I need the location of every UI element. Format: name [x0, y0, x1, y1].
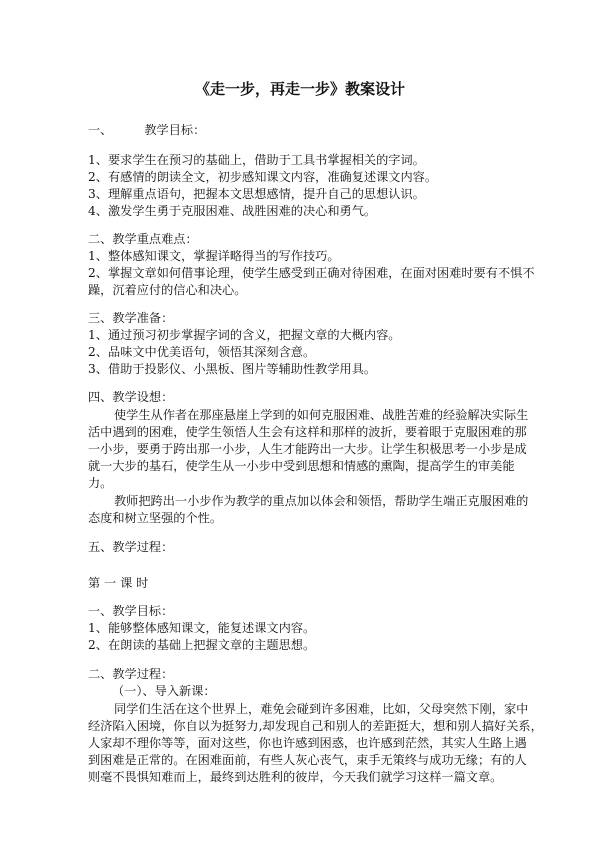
section-5-heading: 五、教学过程： — [88, 540, 174, 554]
lesson-label: 第 一 课 时 — [88, 576, 149, 590]
section-1-item: 2、有感情的朗读全文，初步感知课文内容，准确复述课文内容。 — [88, 170, 438, 184]
section-1-item: 1、要求学生在预习的基础上，借助于工具书掌握相关的字词。 — [88, 153, 425, 167]
document-title: 《走一步，再走一步》教案设计 — [194, 80, 405, 98]
section-4-paragraph-line: 一小步，要勇于跨出那一小步，人生才能跨出一大步。让学生积极思考一小步是成 — [88, 442, 527, 456]
lesson-step-heading: （一）、导入新课： — [112, 684, 216, 698]
lesson-intro-line: 同学们生活在这个世界上，难免会碰到许多困难，比如，父母突然下刚，家中 — [114, 702, 529, 716]
lesson-intro-line: 人家却不理你等等，面对这些，你也许感到困惑，也许感到茫然，其实人生路上遇 — [88, 736, 527, 750]
lesson-intro-line: 经济陷入困境，你自以为挺努力,却发现自己和别人的差距挺大，想和别人搞好关系， — [88, 719, 543, 733]
section-4-paragraph-line: 态度和树立坚强的个性。 — [88, 511, 223, 525]
lesson-intro-line: 到困难是正常的。在困难面前，有些人灰心丧气，束手无策终与成功无缘；有的人 — [88, 753, 527, 767]
section-4-heading: 四、教学设想： — [88, 390, 174, 404]
section-1-heading — [88, 123, 528, 138]
section-4-paragraph-line: 活中遇到的困难，使学生领悟人生会有这样和那样的波折，要着眼于克服困难的那 — [88, 425, 527, 439]
section-4-paragraph-line: 就一大步的基石，使学生从一小步中受到思想和情感的熏陶，提高学生的审美能 — [88, 459, 515, 473]
section-2-item: 躁，沉着应付的信心和决心。 — [88, 283, 247, 297]
lesson-goals-heading: 一、教学目标： — [88, 604, 174, 618]
section-1-item: 3、理解重点语句，把握本文思想感情，提升自己的思想认识。 — [88, 187, 425, 201]
lesson-goal-item: 1、能够整体感知课文，能复述课文内容。 — [88, 621, 316, 635]
section-2-item: 2、掌握文章如何借事论理，使学生感受到正确对待困难，在面对困难时要有不惧不 — [88, 266, 535, 280]
section-4-paragraph-line: 力。 — [88, 476, 113, 490]
section-3-item: 3、借助于投影仪、小黑板、图片等辅助性教学用具。 — [88, 362, 377, 376]
section-4-paragraph-line: 使学生从作者在那座悬崖上学到的如何克服困难、战胜苦难的经验解决实际生 — [114, 408, 529, 422]
section-2-item: 1、整体感知课文，掌握详略得当的写作技巧。 — [88, 249, 340, 263]
section-3-item: 2、品味文中优美语句，领悟其深刻含意。 — [88, 345, 316, 359]
section-1-number: 一、 — [88, 123, 113, 137]
section-3-item: 1、通过预习初步掌握字词的含义，把握文章的大概内容。 — [88, 328, 401, 342]
lesson-process-heading: 二、教学过程： — [88, 667, 174, 681]
lesson-goal-item: 2、在朗读的基础上把握文章的主题思想。 — [88, 638, 316, 652]
lesson-intro-line: 则毫不畏惧知难而上，最终到达胜利的彼岸，今天我们就学习这样一篇文章。 — [88, 770, 503, 784]
section-4-paragraph-line: 教师把跨出一小步作为教学的重点加以体会和领悟，帮助学生端正克服困难的 — [114, 494, 529, 508]
section-3-heading: 三、教学准备： — [88, 311, 174, 325]
section-1-item: 4、激发学生勇于克服困难、战胜困难的决心和勇气。 — [88, 204, 377, 218]
section-1-title: 教学目标： — [144, 123, 206, 137]
section-2-heading: 二、教学重点难点： — [88, 232, 198, 246]
